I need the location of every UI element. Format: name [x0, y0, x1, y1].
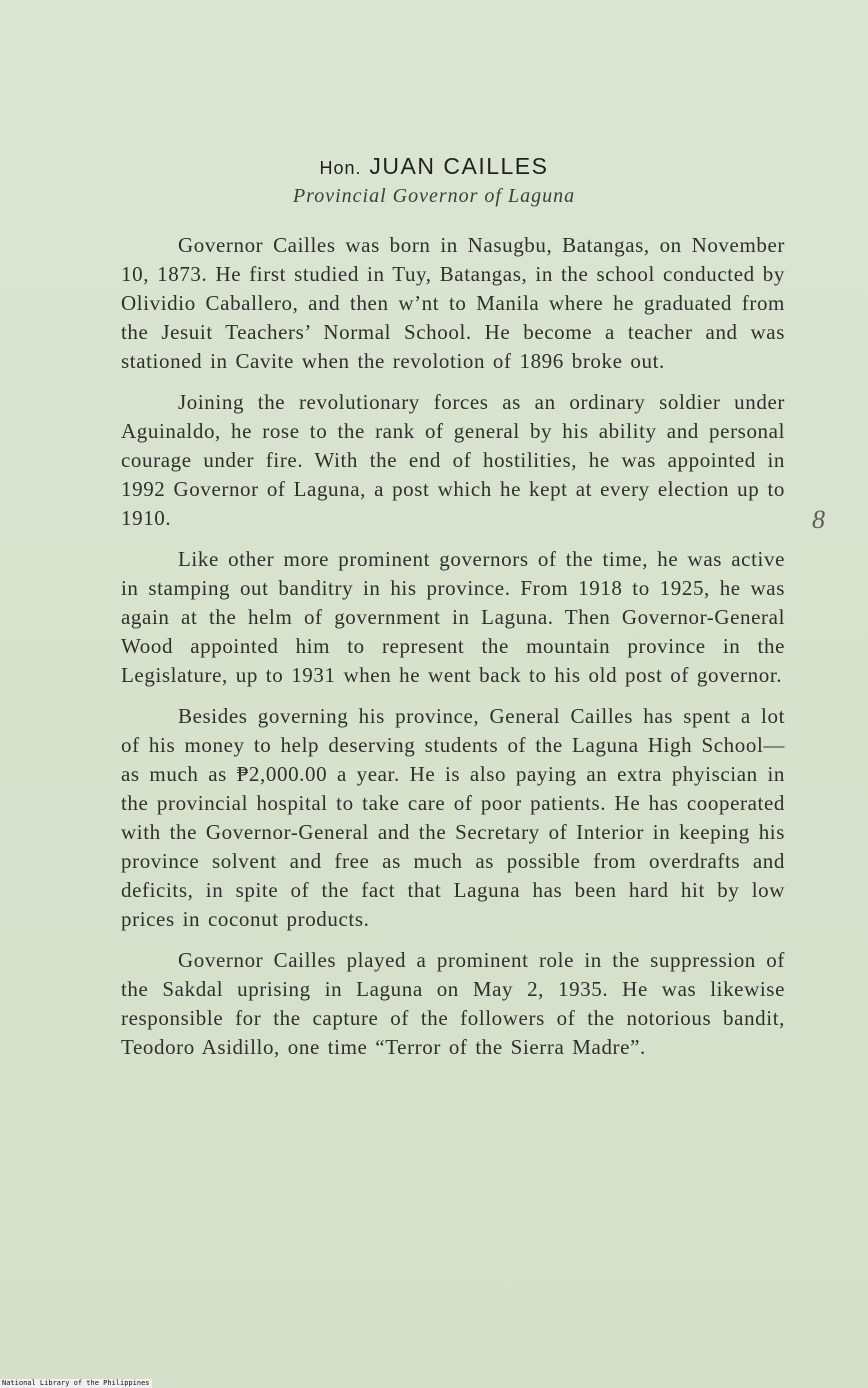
- title-prefix: Hon.: [319, 158, 362, 178]
- page-title: [0, 152, 868, 182]
- paragraph-5: Governor Cailles played a prominent role in the suppression of the Sakdal uprising in Laguna on May 2, 1935. He was likewise responsible for the capture of the followers of the notorious bandit, Teodoro Asidillo, one time “Terror of the Sierra Madre”.: [121, 948, 785, 1059]
- paragraph-1: Governor Cailles was born in Nasugbu, Batangas, on November 10, 1873. He first studied in Tuy, Batangas, in the school conducted by Olividio Caballero, and then w’nt to Manila where he graduated from the Jesuit Teachers’ Normal School. He become a teacher and was stationed in Cavite when the revolotion of 1896 broke out.: [121, 233, 785, 373]
- page-subtitle: Provincial Governor of Laguna: [292, 185, 576, 207]
- library-footer: National Library of the Philippines: [2, 1379, 150, 1387]
- paragraph-2: Joining the revolutionary forces as an ordinary soldier under Aguinaldo, he rose to the rank of general by his ability and personal courage under fire. With the end of hostilities, he was appointed in 1992 Governor of Laguna, a post which he kept at every election up to 1910.: [121, 390, 785, 530]
- margin-handwritten-note: 8: [812, 505, 825, 534]
- paragraph-4: Besides governing his province, General Cailles has spent a lot of his money to help deserving students of the Laguna High School—as much as ₱2,000.00 a year. He is also paying an extra phyiscian in the provincial hospital to take care of poor patients. He has cooperated with the Governor-General and the Secretary of Interior in keeping his province solvent and free as much as possible from overdrafts and deficits, in spite of the fact that Laguna has been hard hit by low prices in coconut products.: [121, 704, 785, 931]
- body-text: [121, 231, 785, 1074]
- heading: [0, 152, 868, 210]
- title-name: JUAN CAILLES: [369, 153, 549, 179]
- paragraph-3: Like other more prominent governors of the time, he was active in stamping out banditry in his province. From 1918 to 1925, he was again at the helm of government in Laguna. Then Governor-General Wood appointed him to represent the mountain province in the Legislature, up to 1931 when he went back to his old post of governor.: [121, 547, 785, 687]
